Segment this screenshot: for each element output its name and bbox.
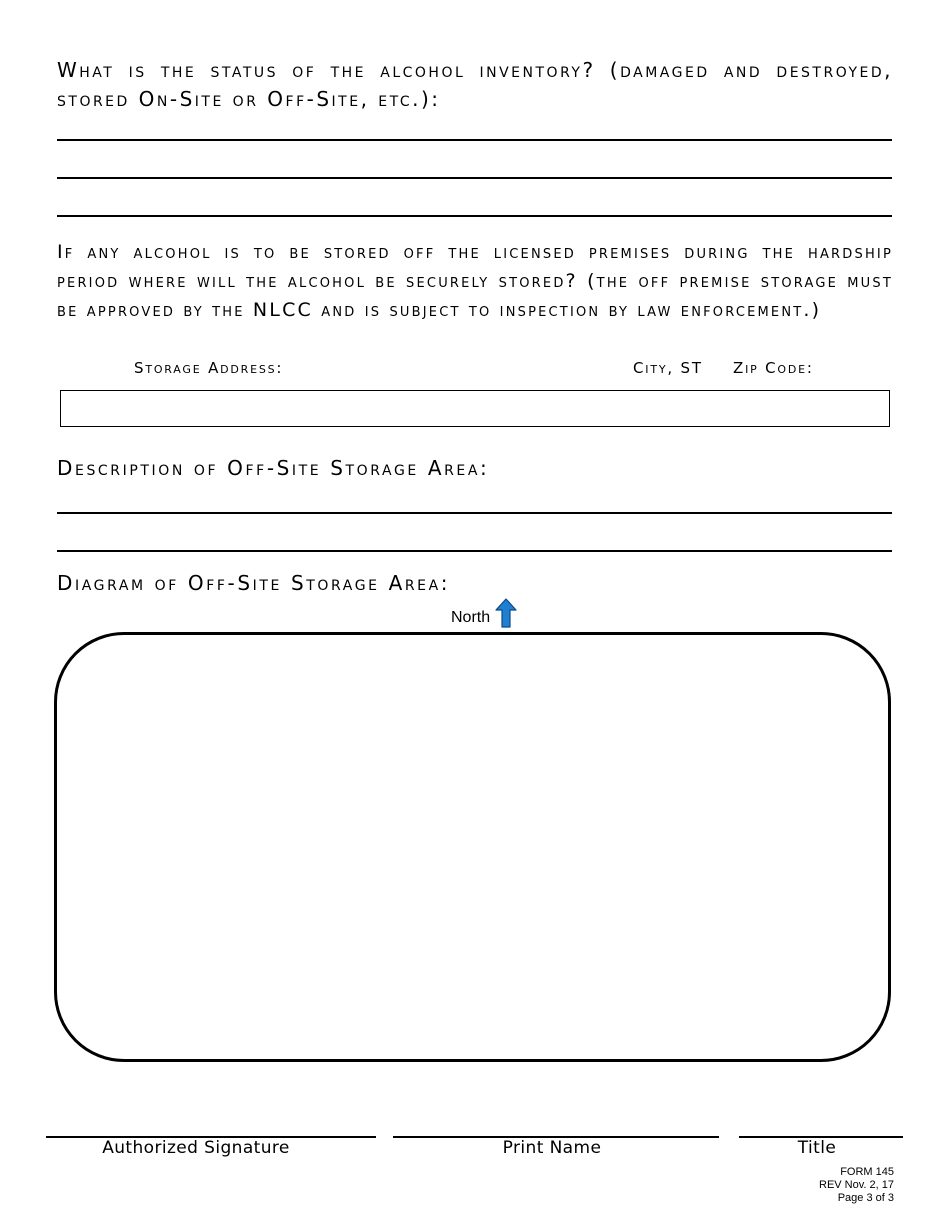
form-number: FORM 145 (840, 1166, 894, 1178)
print-name-label: Print Name (502, 1138, 602, 1158)
description-heading: Description of Off-Site Storage Area: (57, 456, 490, 480)
inventory-answer-line-2[interactable] (57, 177, 892, 179)
north-label: North (451, 609, 491, 626)
page-number: Page 3 of 3 (837, 1192, 894, 1204)
zip-code-label: Zip Code: (733, 359, 814, 377)
title-label: Title (797, 1138, 837, 1158)
inventory-answer-line-1[interactable] (57, 139, 892, 141)
diagram-heading: Diagram of Off-Site Storage Area: (57, 571, 451, 595)
form-footer (819, 1166, 894, 1205)
inventory-answer-line-3[interactable] (57, 215, 892, 217)
inventory-status-question: What is the status of the alcohol inventory? (damaged and destroyed, stored On-Site or Off-Site, etc.): (57, 58, 893, 111)
description-line-2[interactable] (57, 550, 892, 552)
city-st-label: City, ST (633, 359, 703, 377)
description-line-1[interactable] (57, 512, 892, 514)
storage-address-input[interactable] (60, 390, 890, 427)
diagram-area[interactable] (54, 632, 891, 1062)
offsite-storage-question: If any alcohol is to be stored off the licensed premises during the hardship period where will the alcohol be securely stored? (the off premise storage must be approved by the NLCC and is subject to inspection by law enforcement.) (57, 241, 893, 321)
north-arrow-icon (495, 598, 517, 628)
storage-address-label: Storage Address: (134, 359, 284, 377)
authorized-signature-label: Authorized Signature (102, 1138, 290, 1158)
form-revision: REV Nov. 2, 17 (819, 1179, 894, 1191)
